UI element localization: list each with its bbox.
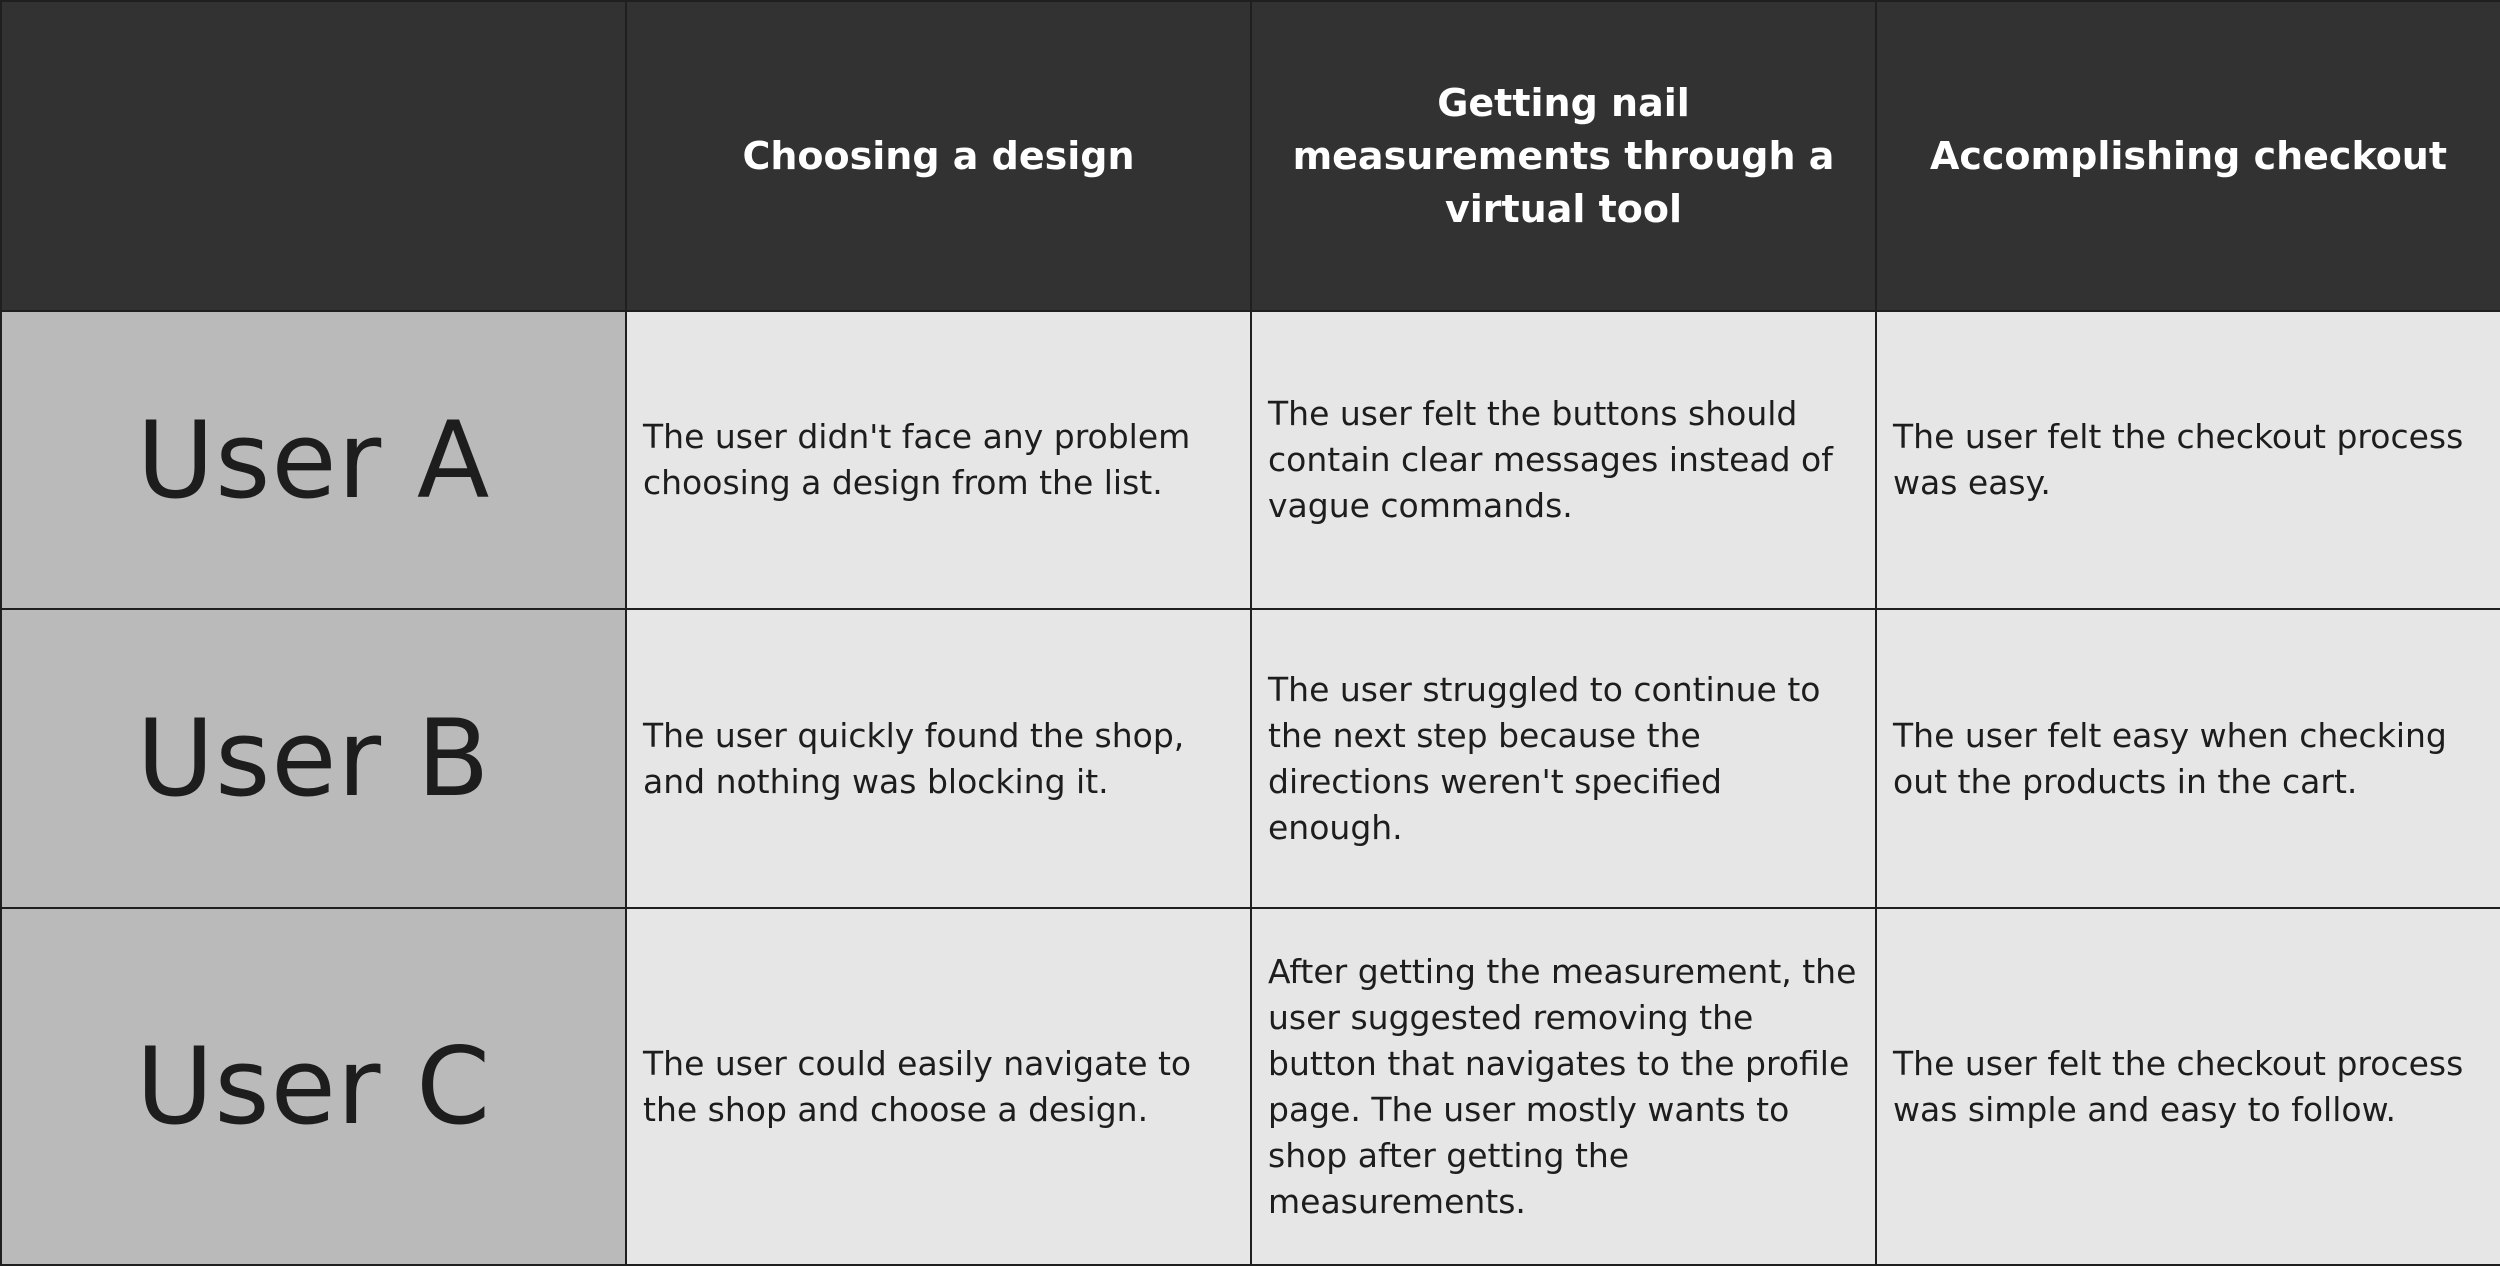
table-cell: The user felt the checkout process was easy. bbox=[1876, 311, 2500, 609]
table-cell: The user didn't face any problem choosing a design from the list. bbox=[626, 311, 1251, 609]
corner-header-cell bbox=[1, 1, 626, 311]
table-row-user-c bbox=[1, 908, 2500, 1265]
table-cell: The user felt easy when checking out the products in the cart. bbox=[1876, 609, 2500, 908]
table-row-user-b bbox=[1, 609, 2500, 908]
table-row-user-a bbox=[1, 311, 2500, 609]
row-label-user-b: User B bbox=[1, 609, 626, 908]
row-label-user-a: User A bbox=[1, 311, 626, 609]
table-cell: The user felt the checkout process was simple and easy to follow. bbox=[1876, 908, 2500, 1265]
column-header-nail-measurements: Getting nail measurements through a virtual tool bbox=[1251, 1, 1876, 311]
table-cell: The user struggled to continue to the next step because the directions weren't specified enough. bbox=[1251, 609, 1876, 908]
header-row bbox=[1, 1, 2500, 311]
column-header-choosing-design: Choosing a design bbox=[626, 1, 1251, 311]
row-label-user-c: User C bbox=[1, 908, 626, 1265]
table-cell: The user quickly found the shop, and nothing was blocking it. bbox=[626, 609, 1251, 908]
column-header-checkout: Accomplishing checkout bbox=[1876, 1, 2500, 311]
table-cell: The user could easily navigate to the shop and choose a design. bbox=[626, 908, 1251, 1265]
table-cell: The user felt the buttons should contain clear messages instead of vague commands. bbox=[1251, 311, 1876, 609]
table-cell: After getting the measurement, the user suggested removing the button that navigates to the profile page. The user mostly wants to shop after getting the measurements. bbox=[1251, 908, 1876, 1265]
